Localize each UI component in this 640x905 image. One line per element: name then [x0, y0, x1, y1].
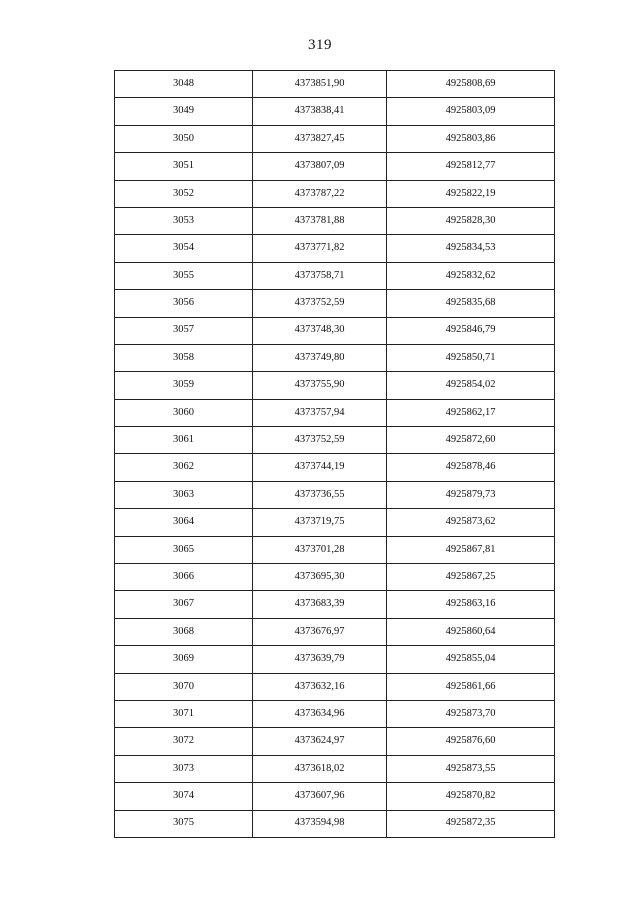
- point-number-cell: 3075: [115, 810, 253, 837]
- table-row: [115, 618, 555, 645]
- y-coordinate-cell: 4925834,53: [387, 235, 555, 262]
- y-coordinate-cell: 4925872,60: [387, 427, 555, 454]
- page-number: 319: [308, 37, 332, 53]
- point-number-cell: 3069: [115, 646, 253, 673]
- x-coordinate-cell: 4373748,30: [253, 317, 387, 344]
- x-coordinate-cell: 4373851,90: [253, 71, 387, 98]
- point-number-cell: 3073: [115, 755, 253, 782]
- point-number-cell: 3068: [115, 618, 253, 645]
- point-number-cell: 3053: [115, 207, 253, 234]
- x-coordinate-cell: 4373618,02: [253, 755, 387, 782]
- table-row: [115, 509, 555, 536]
- x-coordinate-cell: 4373632,16: [253, 673, 387, 700]
- x-coordinate-cell: 4373807,09: [253, 153, 387, 180]
- x-coordinate-cell: 4373634,96: [253, 700, 387, 727]
- x-coordinate-cell: 4373607,96: [253, 783, 387, 810]
- table-row: [115, 481, 555, 508]
- table-row: [115, 207, 555, 234]
- point-number-cell: 3056: [115, 290, 253, 317]
- point-number-cell: 3064: [115, 509, 253, 536]
- y-coordinate-cell: 4925822,19: [387, 180, 555, 207]
- table-row: [115, 427, 555, 454]
- y-coordinate-cell: 4925873,55: [387, 755, 555, 782]
- table-row: [115, 564, 555, 591]
- point-number-cell: 3055: [115, 262, 253, 289]
- x-coordinate-cell: 4373752,59: [253, 427, 387, 454]
- point-number-cell: 3060: [115, 399, 253, 426]
- table-row: [115, 344, 555, 371]
- table-row: [115, 755, 555, 782]
- y-coordinate-cell: 4925846,79: [387, 317, 555, 344]
- table-row: [115, 700, 555, 727]
- x-coordinate-cell: 4373781,88: [253, 207, 387, 234]
- point-number-cell: 3067: [115, 591, 253, 618]
- point-number-cell: 3051: [115, 153, 253, 180]
- x-coordinate-cell: 4373701,28: [253, 536, 387, 563]
- x-coordinate-cell: 4373787,22: [253, 180, 387, 207]
- y-coordinate-cell: 4925873,70: [387, 700, 555, 727]
- table-row: [115, 153, 555, 180]
- y-coordinate-cell: 4925812,77: [387, 153, 555, 180]
- table-row: [115, 71, 555, 98]
- table-row: [115, 399, 555, 426]
- y-coordinate-cell: 4925860,64: [387, 618, 555, 645]
- y-coordinate-cell: 4925872,35: [387, 810, 555, 837]
- y-coordinate-cell: 4925862,17: [387, 399, 555, 426]
- point-number-cell: 3054: [115, 235, 253, 262]
- table-row: [115, 728, 555, 755]
- y-coordinate-cell: 4925850,71: [387, 344, 555, 371]
- x-coordinate-cell: 4373736,55: [253, 481, 387, 508]
- point-number-cell: 3065: [115, 536, 253, 563]
- y-coordinate-cell: 4925855,04: [387, 646, 555, 673]
- x-coordinate-cell: 4373827,45: [253, 125, 387, 152]
- x-coordinate-cell: 4373639,79: [253, 646, 387, 673]
- y-coordinate-cell: 4925861,66: [387, 673, 555, 700]
- x-coordinate-cell: 4373719,75: [253, 509, 387, 536]
- table-row: [115, 536, 555, 563]
- point-number-cell: 3063: [115, 481, 253, 508]
- table-row: [115, 180, 555, 207]
- y-coordinate-cell: 4925835,68: [387, 290, 555, 317]
- point-number-cell: 3071: [115, 700, 253, 727]
- point-number-cell: 3058: [115, 344, 253, 371]
- x-coordinate-cell: 4373695,30: [253, 564, 387, 591]
- y-coordinate-cell: 4925808,69: [387, 71, 555, 98]
- x-coordinate-cell: 4373744,19: [253, 454, 387, 481]
- table-row: [115, 591, 555, 618]
- coordinates-table-body: [115, 71, 555, 838]
- table-row: [115, 372, 555, 399]
- table-row: [115, 317, 555, 344]
- y-coordinate-cell: 4925870,82: [387, 783, 555, 810]
- table-row: [115, 235, 555, 262]
- y-coordinate-cell: 4925878,46: [387, 454, 555, 481]
- x-coordinate-cell: 4373838,41: [253, 98, 387, 125]
- x-coordinate-cell: 4373749,80: [253, 344, 387, 371]
- point-number-cell: 3066: [115, 564, 253, 591]
- table-row: [115, 783, 555, 810]
- table-row: [115, 646, 555, 673]
- y-coordinate-cell: 4925832,62: [387, 262, 555, 289]
- y-coordinate-cell: 4925876,60: [387, 728, 555, 755]
- table-row: [115, 673, 555, 700]
- x-coordinate-cell: 4373752,59: [253, 290, 387, 317]
- point-number-cell: 3074: [115, 783, 253, 810]
- y-coordinate-cell: 4925803,86: [387, 125, 555, 152]
- y-coordinate-cell: 4925867,81: [387, 536, 555, 563]
- point-number-cell: 3070: [115, 673, 253, 700]
- point-number-cell: 3052: [115, 180, 253, 207]
- table-row: [115, 262, 555, 289]
- point-number-cell: 3049: [115, 98, 253, 125]
- table-row: [115, 98, 555, 125]
- point-number-cell: 3059: [115, 372, 253, 399]
- table-row: [115, 454, 555, 481]
- x-coordinate-cell: 4373758,71: [253, 262, 387, 289]
- x-coordinate-cell: 4373755,90: [253, 372, 387, 399]
- point-number-cell: 3061: [115, 427, 253, 454]
- y-coordinate-cell: 4925828,30: [387, 207, 555, 234]
- table-row: [115, 290, 555, 317]
- point-number-cell: 3072: [115, 728, 253, 755]
- x-coordinate-cell: 4373676,97: [253, 618, 387, 645]
- point-number-cell: 3057: [115, 317, 253, 344]
- y-coordinate-cell: 4925867,25: [387, 564, 555, 591]
- x-coordinate-cell: 4373757,94: [253, 399, 387, 426]
- x-coordinate-cell: 4373771,82: [253, 235, 387, 262]
- y-coordinate-cell: 4925879,73: [387, 481, 555, 508]
- x-coordinate-cell: 4373683,39: [253, 591, 387, 618]
- y-coordinate-cell: 4925854,02: [387, 372, 555, 399]
- point-number-cell: 3048: [115, 71, 253, 98]
- y-coordinate-cell: 4925863,16: [387, 591, 555, 618]
- table-row: [115, 810, 555, 837]
- point-number-cell: 3062: [115, 454, 253, 481]
- x-coordinate-cell: 4373594,98: [253, 810, 387, 837]
- point-number-cell: 3050: [115, 125, 253, 152]
- table-row: [115, 125, 555, 152]
- y-coordinate-cell: 4925873,62: [387, 509, 555, 536]
- y-coordinate-cell: 4925803,09: [387, 98, 555, 125]
- coordinates-table: [114, 70, 555, 838]
- x-coordinate-cell: 4373624,97: [253, 728, 387, 755]
